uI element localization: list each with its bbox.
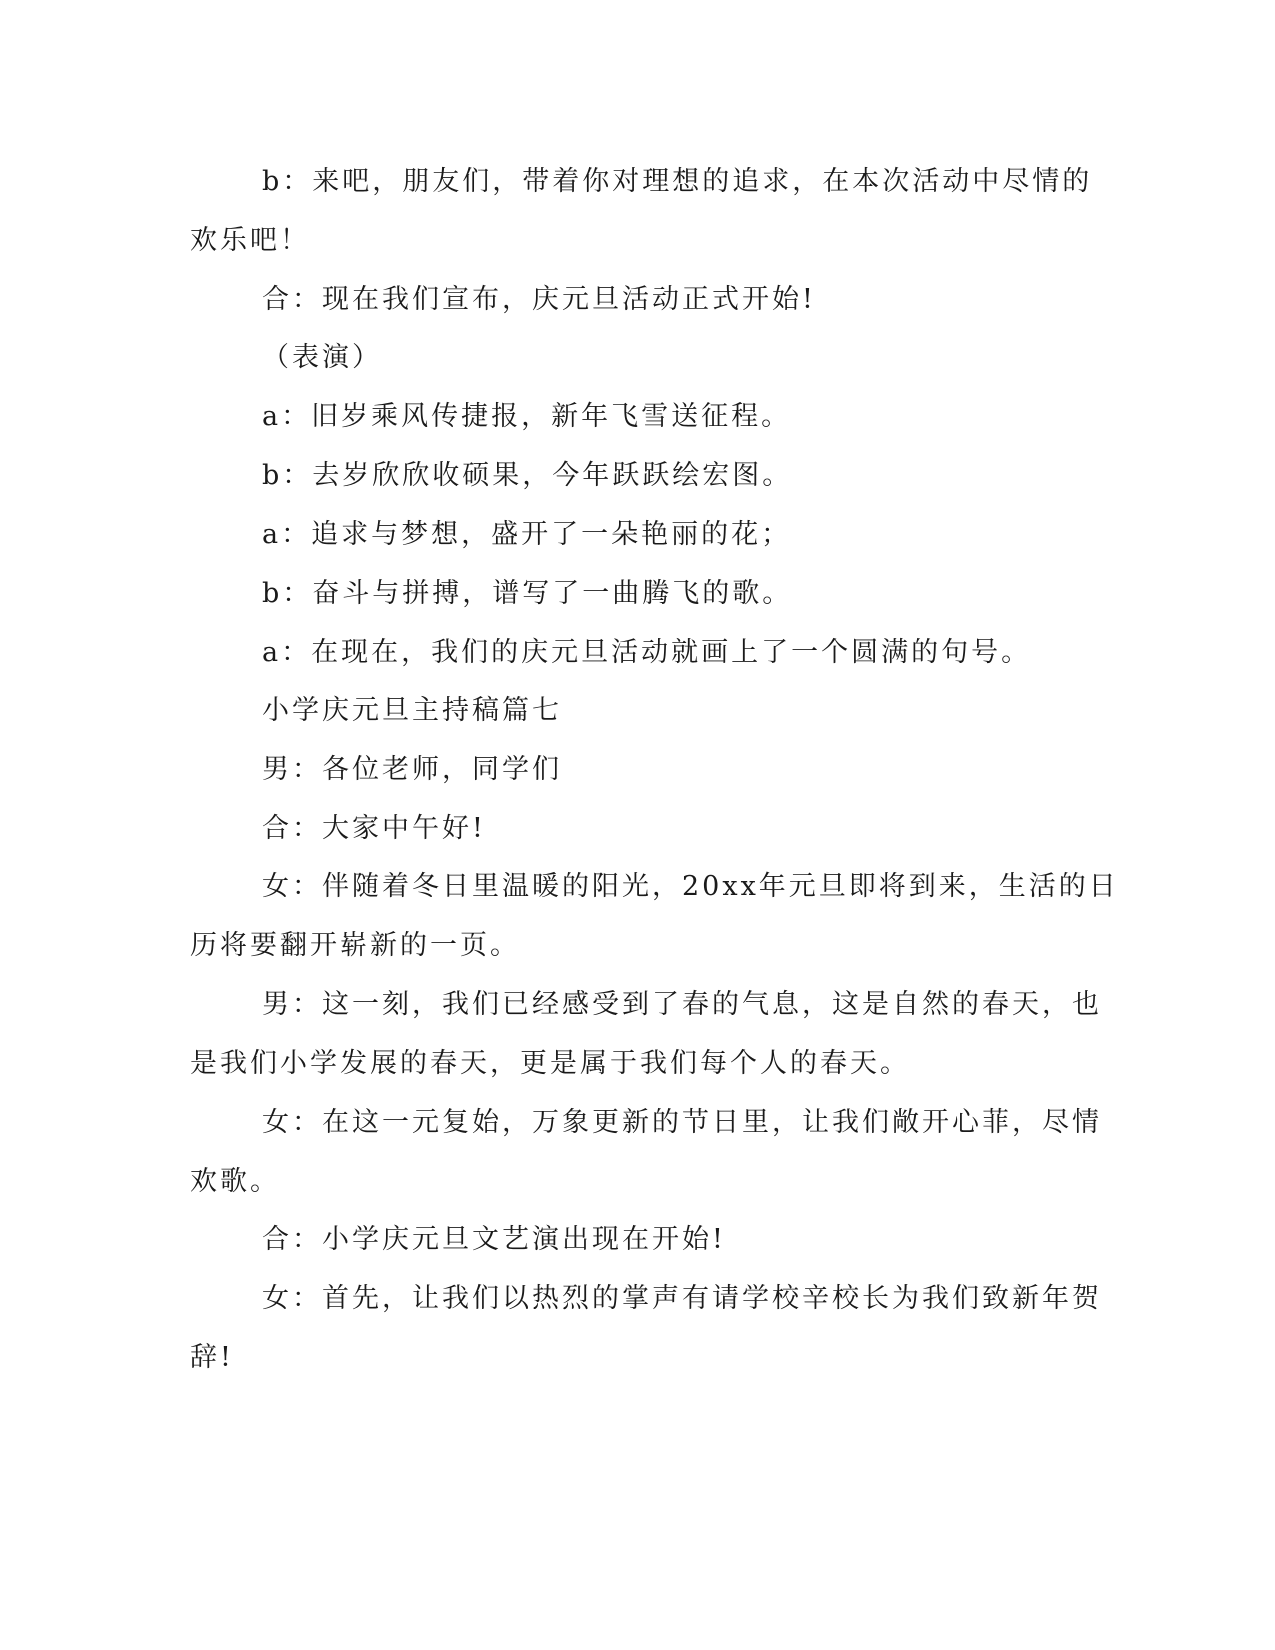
paragraph-line: 欢歌。 [190,1166,280,1197]
paragraph-line: 女：在这一元复始，万象更新的节日里，让我们敞开心菲，尽情 [262,1107,1102,1138]
paragraph-line: 辞! [190,1342,234,1373]
paragraph-line: 合：现在我们宣布，庆元旦活动正式开始! [262,284,816,315]
paragraph-line: a：旧岁乘风传捷报，新年飞雪送征程。 [262,401,792,432]
paragraph-line: 合：大家中午好! [262,813,486,844]
paragraph-line: b：来吧，朋友们，带着你对理想的追求，在本次活动中尽情的 [262,166,1093,197]
paragraph-line: a：追求与梦想，盛开了一朵艳丽的花； [262,519,792,550]
paragraph-line: a：在现在，我们的庆元旦活动就画上了一个圆满的句号。 [262,637,1032,668]
paragraph-line: 女：伴随着冬日里温暖的阳光，20xx年元旦即将到来，生活的日 [262,871,1119,902]
paragraph-line: b：奋斗与拼搏，谱写了一曲腾飞的歌。 [262,578,793,609]
paragraph-line: （表演） [262,342,382,373]
paragraph-line: 历将要翻开崭新的一页。 [190,930,520,961]
paragraph-line: 女：首先，让我们以热烈的掌声有请学校辛校长为我们致新年贺 [262,1283,1102,1314]
paragraph-line: 是我们小学发展的春天，更是属于我们每个人的春天。 [190,1048,910,1079]
paragraph-line: 欢乐吧！ [190,225,310,256]
paragraph-line: 合：小学庆元旦文艺演出现在开始! [262,1224,726,1255]
paragraph-line: 男：这一刻，我们已经感受到了春的气息，这是自然的春天，也 [262,989,1102,1020]
paragraph-line: 男：各位老师，同学们 [262,754,562,785]
section-heading: 小学庆元旦主持稿篇七 [262,695,562,726]
paragraph-line: b：去岁欣欣收硕果，今年跃跃绘宏图。 [262,460,793,491]
